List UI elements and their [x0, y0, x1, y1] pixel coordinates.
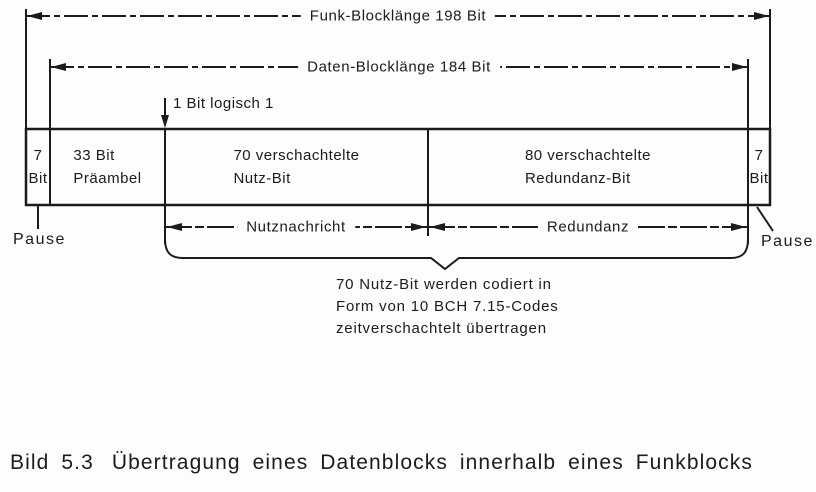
- nutznachricht-arrowhead-left-icon: [167, 223, 182, 231]
- redundanz-arrowhead-right-icon: [731, 223, 746, 231]
- nutznachricht-label: Nutznachricht: [237, 219, 355, 236]
- segment-label: Redundanz-Bit: [524, 170, 631, 187]
- segment-label: 7: [33, 147, 43, 164]
- figure-caption: [10, 451, 753, 475]
- figure-caption-text: Übertragung eines Datenblocks innerhalb eines Funkblocks: [111, 451, 753, 474]
- daten-arrowhead-right-icon: [732, 63, 747, 71]
- segment-label: Präambel: [73, 170, 142, 187]
- nutznachricht-arrowhead-right-icon: [411, 223, 426, 231]
- funk-arrowhead-right-icon: [754, 12, 769, 20]
- segment-label: 70 verschachtelte: [233, 147, 360, 164]
- segment-redundanzbit-cell: [428, 129, 748, 205]
- segment-label: Bit: [749, 170, 769, 187]
- segment-pause-right-cell: [748, 129, 770, 205]
- redundanz-arrowhead-left-icon: [430, 223, 445, 231]
- brace-note: [336, 274, 559, 340]
- segment-label: Nutz-Bit: [233, 170, 291, 187]
- funk-blocklaenge-label: Funk-Blocklänge 198 Bit: [301, 8, 495, 25]
- segment-pause-left-cell: [26, 129, 50, 205]
- segment-label: Bit: [28, 170, 48, 187]
- logic-bit-arrowhead-icon: [161, 115, 169, 128]
- redundanz-label: Redundanz: [538, 219, 638, 236]
- logic-bit-label: 1 Bit logisch 1: [173, 95, 274, 112]
- figure-number: Bild 5.3: [10, 451, 94, 474]
- brace-note-line: zeitverschachtelt übertragen: [336, 320, 547, 337]
- brace: [165, 239, 748, 269]
- segment-praeambel-cell: [50, 129, 165, 205]
- pause-right-leader-line: [757, 207, 773, 231]
- funk-arrowhead-left-icon: [27, 12, 42, 20]
- daten-arrowhead-left-icon: [51, 63, 66, 71]
- segment-label: 80 verschachtelte: [524, 147, 652, 164]
- brace-note-line: Form von 10 BCH 7.15-Codes: [336, 298, 559, 315]
- segment-label: 7: [754, 147, 764, 164]
- daten-blocklaenge-label: Daten-Blocklänge 184 Bit: [298, 59, 500, 76]
- segment-nutzbit-cell: [165, 129, 428, 205]
- pause-left-label: Pause: [13, 231, 66, 248]
- segment-label: 33 Bit: [73, 147, 115, 164]
- pause-right-label: Pause: [761, 233, 814, 250]
- brace-note-line: 70 Nutz-Bit werden codiert in: [336, 276, 552, 293]
